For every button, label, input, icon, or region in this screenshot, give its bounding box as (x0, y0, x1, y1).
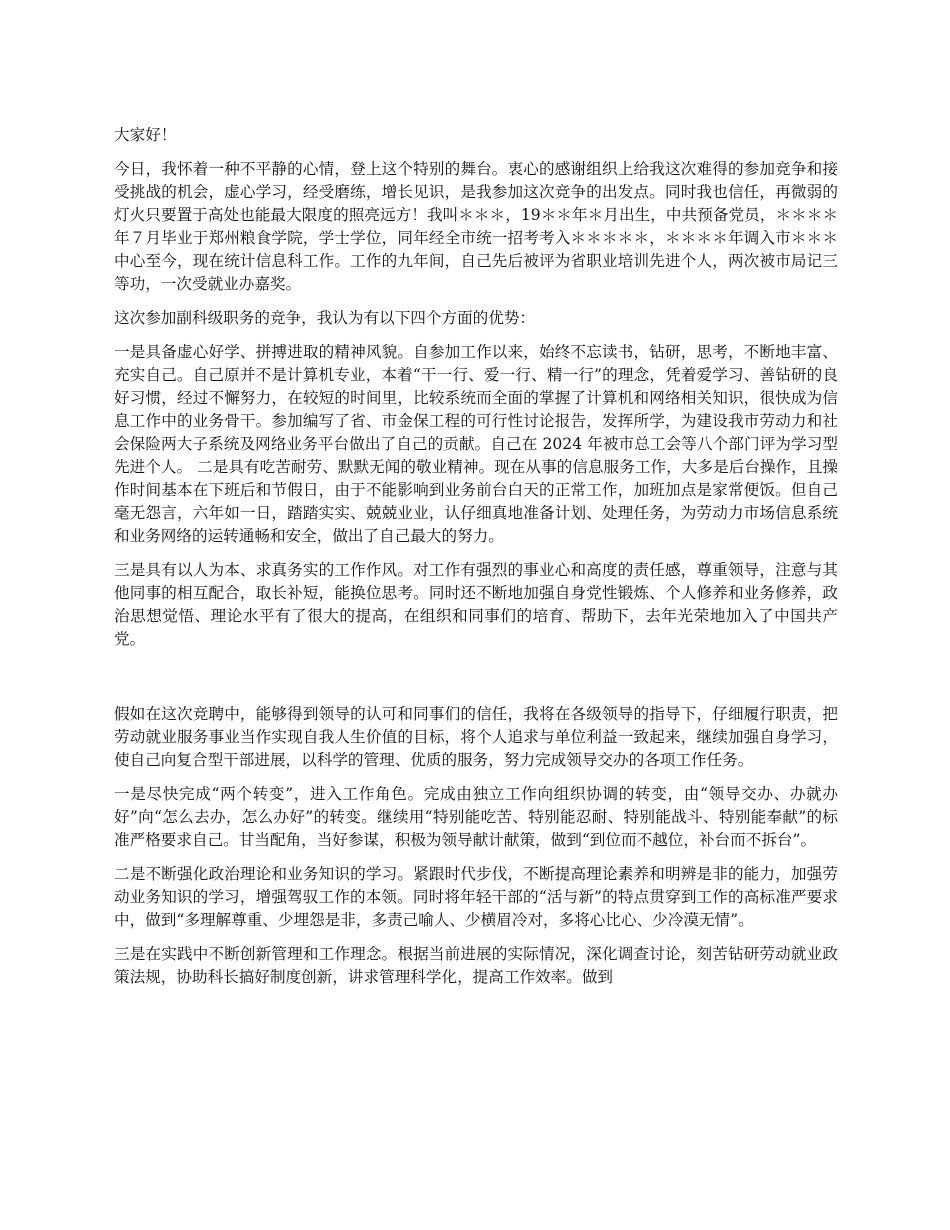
paragraph-plan-one: 一是尽快完成“两个转变”，进入工作角色。完成由独立工作向组织协调的转变，由“领导交办、办就办好”向“怎么去办，怎么办好”的转变。继续用“特别能吃苦、特别能忍耐、特别能战斗、特别能奉献”的标准严格要求自己。甘当配角，当好参谋，积极为领导献计献策，做到“到位而不越位，补台而不拆台”。 (114, 785, 838, 849)
section-spacer (114, 662, 838, 703)
paragraph-self-intro: 今日，我怀着一种不平静的心情，登上这个特别的舞台。衷心的感谢组织上给我这次难得的参加竞争和接受挑战的机会，虚心学习，经受磨练，增长见识，是我参加这次竞争的出发点。同时我也信任，再微弱的灯火只要置于高处也能最大限度的照亮远方！我叫＊＊＊，19＊＊年＊月出生，中共预备党员，＊＊＊＊年７月毕业于郑州粮食学院，学士学位，同年经全市统一招考考入＊＊＊＊＊，＊＊＊＊年调入市＊＊＊中心至今，现在统计信息科工作。工作的九年间，自己先后被评为省职业培训先进个人，两次被市局记三等功，一次受就业办嘉奖。 (114, 160, 838, 293)
paragraph-advantage-one-two: 一是具备虚心好学、拼搏进取的精神风貌。自参加工作以来，始终不忘读书，钻研，思考，不断地丰富、充实自己。自己原并不是计算机专业，本着“干一行、爱一行、精一行”的理念，凭着爱学习、善钻研的良好习惯，经过不懈努力，在较短的时间里，比较系统而全面的掌握了计算机和网络相关知识，很快成为信息工作中的业务骨干。参加编写了省、市金保工程的可行性讨论报告，发挥所学，为建设我市劳动力和社会保险两大子系统及网络业务平台做出了自己的贡献。自己在 2024 年被市总工会等八个部门评为学习型先进个人。 二是具有吃苦耐劳、默默无闻的敬业精神。现在从事的信息服务工作，大多是后台操作，且操作时间基本在下班后和节假日，由于不能影响到业务前台白天的正常工作，加班加点是家常便饭。但自己毫无怨言，六年如一日，踏踏实实、兢兢业业，认仔细真地准备计划、处理任务，为劳动力市场信息系统和业务网络的运转通畅和安全，做出了自己最大的努力。 (114, 343, 838, 545)
paragraph-plan-intro: 假如在这次竞聘中，能够得到领导的认可和同事们的信任，我将在各级领导的指导下，仔细履行职责，把劳动就业服务事业当作实现自我人生价值的目标，将个人追求与单位利益一致起来，继续加强自身学习，使自己向复合型干部进展，以科学的管理、优质的服务，努力完成领导交办的各项工作任务。 (114, 705, 838, 769)
greeting: 大家好！ (114, 126, 177, 144)
paragraph-advantage-three: 三是具有以人为本、求真务实的工作作风。对工作有强烈的事业心和高度的责任感，尊重领导，注意与其他同事的相互配合，取长补短，能换位思考。同时还不断地加强自身党性锻炼、个人修养和业务修养，政治思想觉悟、理论水平有了很大的提高，在组织和同事们的培育、帮助下，去年光荣地加入了中国共产党。 (114, 561, 838, 648)
paragraph-plan-three: 三是在实践中不断创新管理和工作理念。根据当前进展的实际情况，深化调查讨论，刻苦钻研劳动就业政策法规，协助科长搞好制度创新，讲求管理科学化，提高工作效率。做到 (114, 945, 838, 986)
document-page (114, 124, 838, 1000)
paragraph-advantages-intro: 这次参加副科级职务的竞争，我认为有以下四个方面的优势： (114, 309, 536, 327)
paragraph-plan-two: 二是不断强化政治理论和业务知识的学习。紧跟时代步伐，不断提高理论素养和明辨是非的能力，加强劳动业务知识的学习，增强驾驭工作的本领。同时将年轻干部的“活与新”的特点贯穿到工作的高标准严要求中，做到“多理解尊重、少埋怨是非，多责己喻人、少横眉冷对，多将心比心、少冷漠无情”。 (114, 865, 838, 929)
